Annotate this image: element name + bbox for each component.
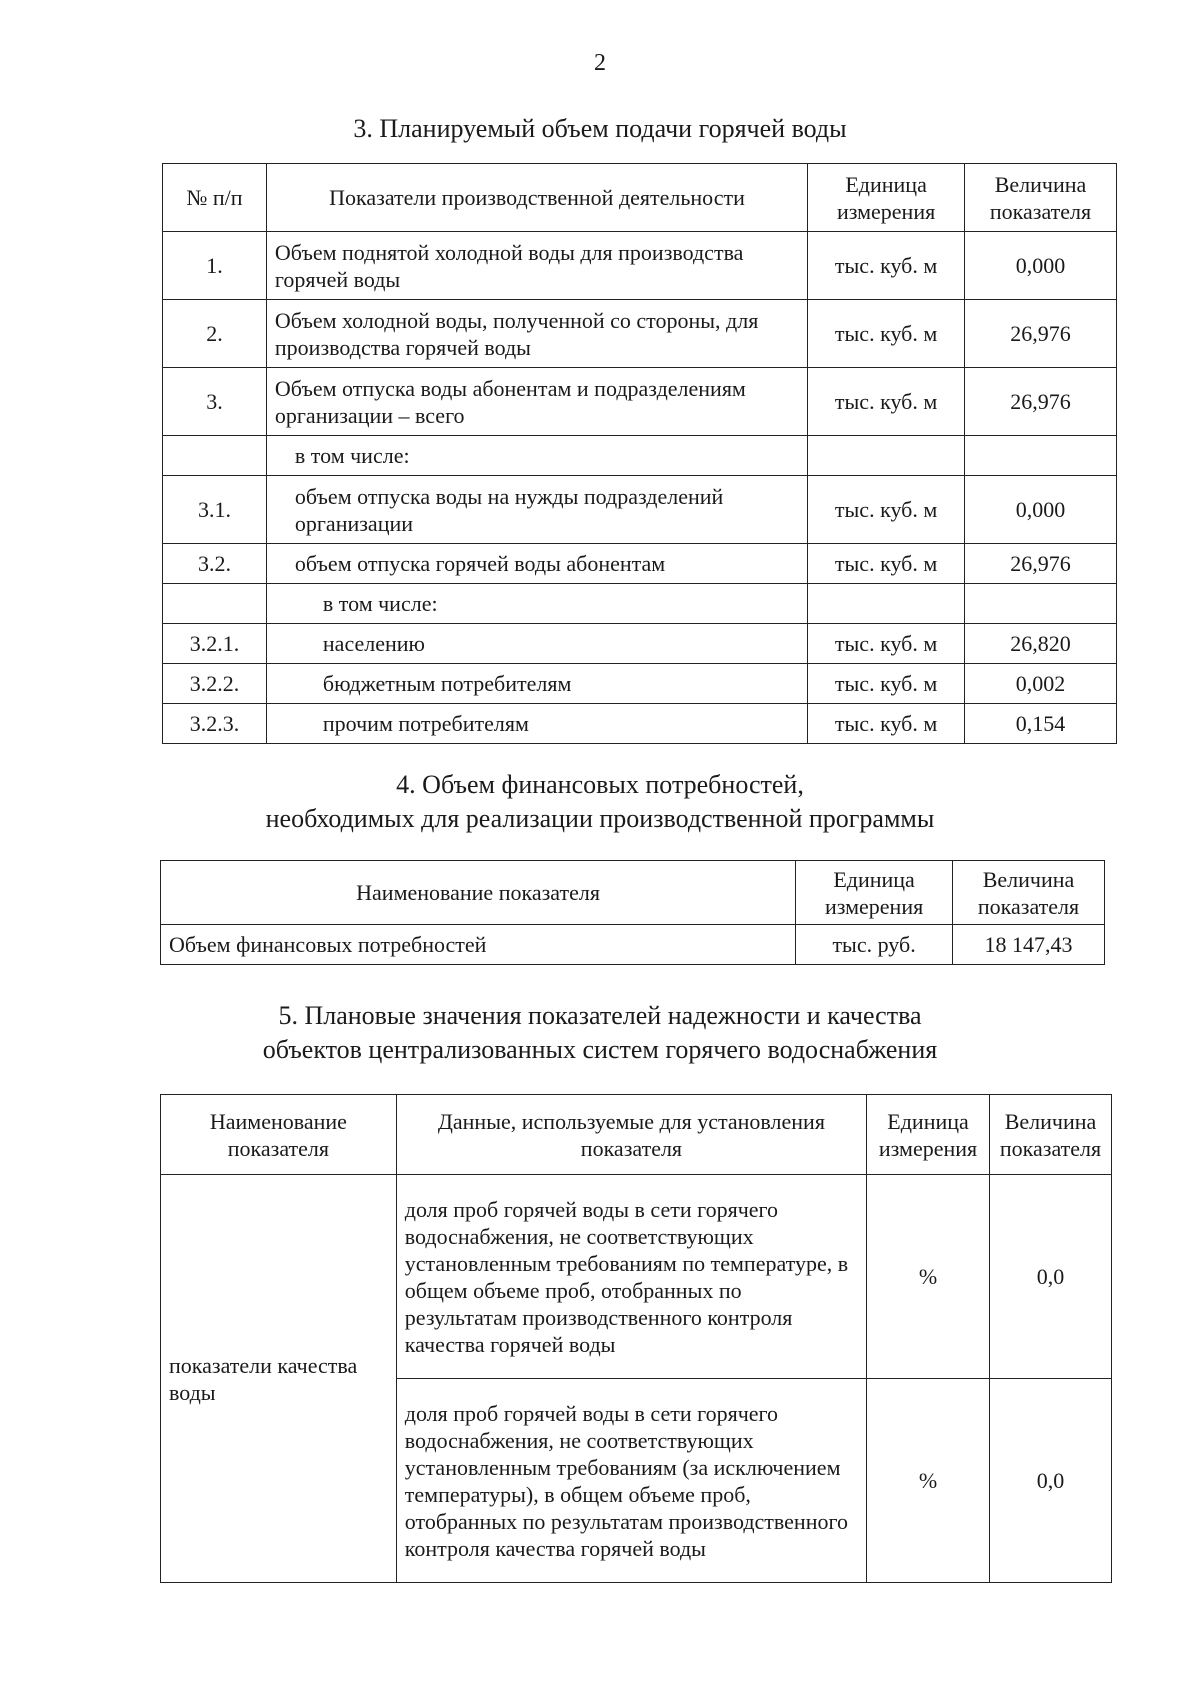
row-num: 3.2.3. (163, 704, 267, 744)
row-unit: % (867, 1379, 990, 1583)
header-value: Величина показателя (965, 164, 1117, 232)
table-row (163, 664, 1117, 704)
row-value: 0,0 (990, 1379, 1112, 1583)
row-num: 3.1. (163, 476, 267, 544)
row-group-name: показатели качества воды (161, 1175, 397, 1583)
row-unit: тыс. куб. м (808, 624, 965, 664)
row-value: 26,820 (965, 624, 1117, 664)
row-unit: тыс. куб. м (808, 664, 965, 704)
row-num: 3. (163, 368, 267, 436)
row-unit: тыс. куб. м (808, 544, 965, 584)
header-indicators: Показатели производственной деятельности (266, 164, 807, 232)
row-unit: тыс. руб. (796, 925, 953, 965)
table-header-row (163, 164, 1117, 232)
row-unit: тыс. куб. м (808, 300, 965, 368)
row-num: 3.2.2. (163, 664, 267, 704)
table-row (163, 624, 1117, 664)
section-4-title-line1: 4. Объем финансовых потребностей, (396, 770, 804, 799)
row-name: Объем холодной воды, полученной со стороны, для производства горячей воды (266, 300, 807, 368)
row-value: 26,976 (965, 300, 1117, 368)
table-row (163, 544, 1117, 584)
row-unit: тыс. куб. м (808, 704, 965, 744)
row-name: объем отпуска горячей воды абонентам (266, 544, 807, 584)
table-row (161, 1175, 1112, 1379)
section-3-title: 3. Планируемый объем подачи горячей воды (353, 114, 847, 143)
row-unit (808, 436, 965, 476)
header-data-used: Данные, используемые для установления показателя (396, 1095, 866, 1175)
header-unit: Единица измерения (796, 861, 953, 925)
row-name: Объем финансовых потребностей (161, 925, 796, 965)
row-name: Объем отпуска воды абонентам и подразделениям организации – всего (266, 368, 807, 436)
row-name: населению (266, 624, 807, 664)
header-num: № п/п (163, 164, 267, 232)
table-row (163, 584, 1117, 624)
row-value (965, 436, 1117, 476)
header-value: Величина показателя (990, 1095, 1112, 1175)
page-number: 2 (594, 50, 606, 76)
row-value: 18 147,43 (953, 925, 1105, 965)
header-indicator-name: Наименование показателя (161, 1095, 397, 1175)
header-unit: Единица измерения (808, 164, 965, 232)
row-name: прочим потребителям (266, 704, 807, 744)
row-unit: тыс. куб. м (808, 368, 965, 436)
row-num (163, 584, 267, 624)
row-name: в том числе: (266, 584, 807, 624)
table-row (163, 368, 1117, 436)
row-num: 2. (163, 300, 267, 368)
header-value: Величина показателя (953, 861, 1105, 925)
row-value: 26,976 (965, 544, 1117, 584)
row-num: 3.2.1. (163, 624, 267, 664)
row-value (965, 584, 1117, 624)
row-value: 0,0 (990, 1175, 1112, 1379)
header-unit: Единица измерения (867, 1095, 990, 1175)
row-data: доля проб горячей воды в сети горячего водоснабжения, не соответствующих установленным требованиям по температуре, в общем объеме проб, отобранных по результатам производственного контроля качества горячей воды (396, 1175, 866, 1379)
row-num: 3.2. (163, 544, 267, 584)
table-header-row (161, 1095, 1112, 1175)
row-value: 26,976 (965, 368, 1117, 436)
row-value: 0,002 (965, 664, 1117, 704)
table-row (161, 925, 1105, 965)
financial-needs-table (160, 860, 1105, 965)
row-value: 0,000 (965, 232, 1117, 300)
row-unit (808, 584, 965, 624)
section-4-title-line2: необходимых для реализации производственной программы (265, 804, 935, 833)
table-row (163, 476, 1117, 544)
row-data: доля проб горячей воды в сети горячего водоснабжения, не соответствующих установленным требованиям (за исключением температуры), в общем объеме проб, отобранных по результатам производственного контроля качества горячей воды (396, 1379, 866, 1583)
row-unit: тыс. куб. м (808, 232, 965, 300)
row-num (163, 436, 267, 476)
table-header-row (161, 861, 1105, 925)
row-value: 0,154 (965, 704, 1117, 744)
row-name: бюджетным потребителям (266, 664, 807, 704)
hot-water-supply-table (162, 163, 1117, 744)
quality-indicators-table (160, 1094, 1112, 1583)
row-num: 1. (163, 232, 267, 300)
row-value: 0,000 (965, 476, 1117, 544)
header-indicator-name: Наименование показателя (161, 861, 796, 925)
table-row (163, 232, 1117, 300)
table-row (163, 436, 1117, 476)
section-5-title-line2: объектов централизованных систем горячего водоснабжения (262, 1035, 938, 1064)
table-row (163, 704, 1117, 744)
row-unit: тыс. куб. м (808, 476, 965, 544)
section-5-title-line1: 5. Плановые значения показателей надежности и качества (278, 1001, 922, 1030)
row-name: объем отпуска воды на нужды подразделений организации (266, 476, 807, 544)
row-name: в том числе: (266, 436, 807, 476)
row-name: Объем поднятой холодной воды для производства горячей воды (266, 232, 807, 300)
row-unit: % (867, 1175, 990, 1379)
table-row (163, 300, 1117, 368)
